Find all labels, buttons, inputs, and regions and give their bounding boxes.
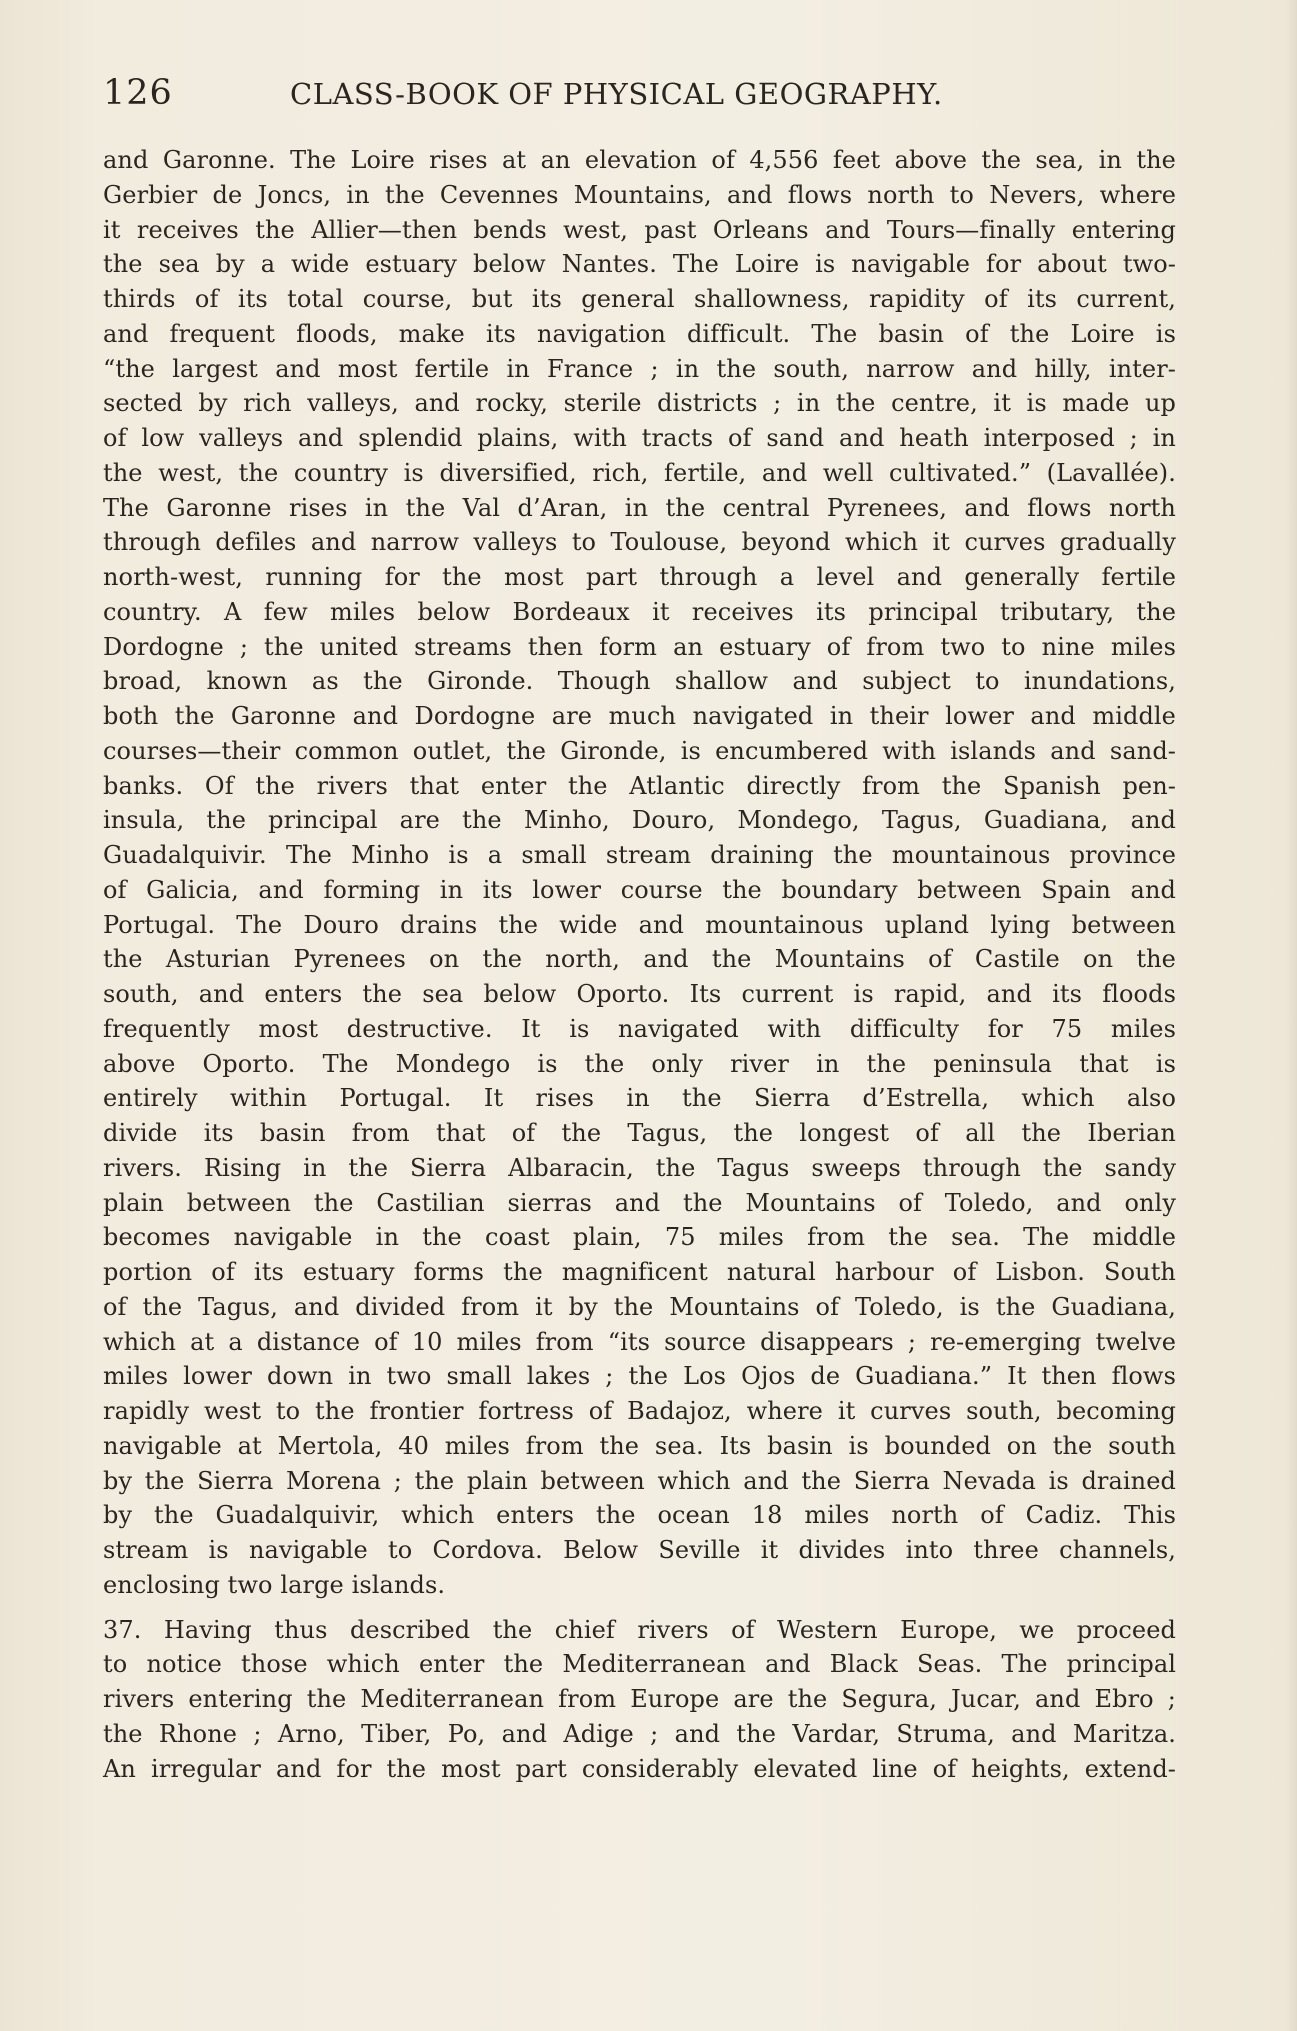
text-line: and Garonne. The Loire rises at an elevation of 4,556 feet above the sea, in the xyxy=(103,146,1176,174)
text-line: The Garonne rises in the Val d’Aran, in the central Pyrenees, and flows north xyxy=(103,493,1176,522)
text-line: becomes navigable in the coast plain, 75 miles from the sea. The middle xyxy=(103,1223,1176,1252)
text-line: through defiles and narrow valleys to Toulouse, beyond which it curves gradually xyxy=(103,528,1176,557)
text-line: rivers. Rising in the Sierra Albaracin, the Tagus sweeps through the sandy xyxy=(103,1153,1176,1182)
text-line: frequently most destructive. It is navigated with difficulty for 75 miles xyxy=(103,1014,1176,1043)
text-line: plain between the Castilian sierras and the Mountains of Toledo, and only xyxy=(103,1188,1176,1217)
text-line: both the Garonne and Dordogne are much navigated in their lower and middle xyxy=(103,702,1176,730)
text-line: the Rhone ; Arno, Tiber, Po, and Adige ; and the Vardar, Struma, and Maritza. xyxy=(103,1719,1176,1748)
text-line: by the Sierra Morena ; the plain between which and the Sierra Nevada is drained xyxy=(103,1466,1176,1495)
text-line: south, and enters the sea below Oporto. Its current is rapid, and its floods xyxy=(103,980,1176,1008)
text-line: Portugal. The Douro drains the wide and mountainous upland lying between xyxy=(103,910,1176,939)
text-line: portion of its estuary forms the magnificent natural harbour of Lisbon. South xyxy=(103,1258,1176,1286)
text-line: the west, the country is diversified, rich, fertile, and well cultivated.” (Lavallée). xyxy=(103,458,1176,487)
text-line: 37. Having thus described the chief rivers of Western Europe, we proceed xyxy=(103,1615,1176,1644)
text-line: entirely within Portugal. It rises in the Sierra d’Estrella, which also xyxy=(103,1084,1176,1113)
text-line: the sea by a wide estuary below Nantes. The Loire is navigable for about two- xyxy=(103,250,1176,279)
text-line: thirds of its total course, but its general shallowness, rapidity of its current, xyxy=(103,285,1176,313)
text-line: Guadalquivir. The Minho is a small stream draining the mountainous province xyxy=(103,841,1176,869)
text-line: banks. Of the rivers that enter the Atlantic directly from the Spanish pen- xyxy=(103,771,1176,800)
text-line: stream is navigable to Cordova. Below Seville it divides into three channels, xyxy=(103,1536,1176,1564)
text-line: above Oporto. The Mondego is the only river in the peninsula that is xyxy=(103,1049,1176,1078)
paragraph-gap xyxy=(103,1603,1176,1613)
text-line: divide its basin from that of the Tagus, the longest of all the Iberian xyxy=(103,1119,1176,1147)
text-line: An irregular and for the most part considerably elevated line of heights, extend- xyxy=(103,1754,1176,1783)
page-number: 126 xyxy=(103,73,173,113)
running-title: CLASS-BOOK OF PHYSICAL GEOGRAPHY. xyxy=(290,77,943,111)
text-line: navigable at Mertola, 40 miles from the sea. Its basin is bounded on the south xyxy=(103,1431,1176,1460)
text-line: courses—their common outlet, the Gironde, is encumbered with islands and sand- xyxy=(103,736,1176,765)
text-line: the Asturian Pyrenees on the north, and the Mountains of Castile on the xyxy=(103,945,1176,974)
text-line: rapidly west to the frontier fortress of Badajoz, where it curves south, becoming xyxy=(103,1397,1176,1425)
text-line: Dordogne ; the united streams then form an estuary of from two to nine miles xyxy=(103,632,1176,661)
running-head xyxy=(103,68,1193,118)
body-text xyxy=(103,143,1176,1786)
text-line: sected by rich valleys, and rocky, sterile districts ; in the centre, it is made up xyxy=(103,389,1176,418)
text-line: insula, the principal are the Minho, Douro, Mondego, Tagus, Guadiana, and xyxy=(103,806,1176,835)
text-line: of the Tagus, and divided from it by the Mountains of Toledo, is the Guadiana, xyxy=(103,1292,1176,1321)
text-line: of Galicia, and forming in its lower course the boundary between Spain and xyxy=(103,875,1176,904)
text-line: miles lower down in two small lakes ; the Los Ojos de Guadiana.” It then flows xyxy=(103,1362,1176,1391)
text-line: it receives the Allier—then bends west, past Orleans and Tours—finally entering xyxy=(103,215,1176,244)
text-line: which at a distance of 10 miles from “its source disappears ; re-emerging twelve xyxy=(103,1327,1176,1356)
text-line: and frequent floods, make its navigation difficult. The basin of the Loire is xyxy=(103,319,1176,348)
page-edge-shadow xyxy=(1285,0,1297,2031)
text-line: Gerbier de Joncs, in the Cevennes Mountains, and flows north to Nevers, where xyxy=(103,180,1176,209)
text-line: north-west, running for the most part through a level and generally fertile xyxy=(103,563,1176,591)
text-line: “the largest and most fertile in France ; in the south, narrow and hilly, inter- xyxy=(103,354,1176,383)
text-line: by the Guadalquivir, which enters the ocean 18 miles north of Cadiz. This xyxy=(103,1501,1176,1530)
text-line: rivers entering the Mediterranean from Europe are the Segura, Jucar, and Ebro ; xyxy=(103,1685,1176,1713)
text-line: country. A few miles below Bordeaux it receives its principal tributary, the xyxy=(103,597,1176,626)
text-line: enclosing two large islands. xyxy=(103,1570,446,1599)
text-line: broad, known as the Gironde. Though shallow and subject to inundations, xyxy=(103,667,1176,696)
text-line: of low valleys and splendid plains, with tracts of sand and heath interposed ; in xyxy=(103,424,1176,452)
text-line: to notice those which enter the Mediterranean and Black Seas. The principal xyxy=(103,1650,1176,1679)
